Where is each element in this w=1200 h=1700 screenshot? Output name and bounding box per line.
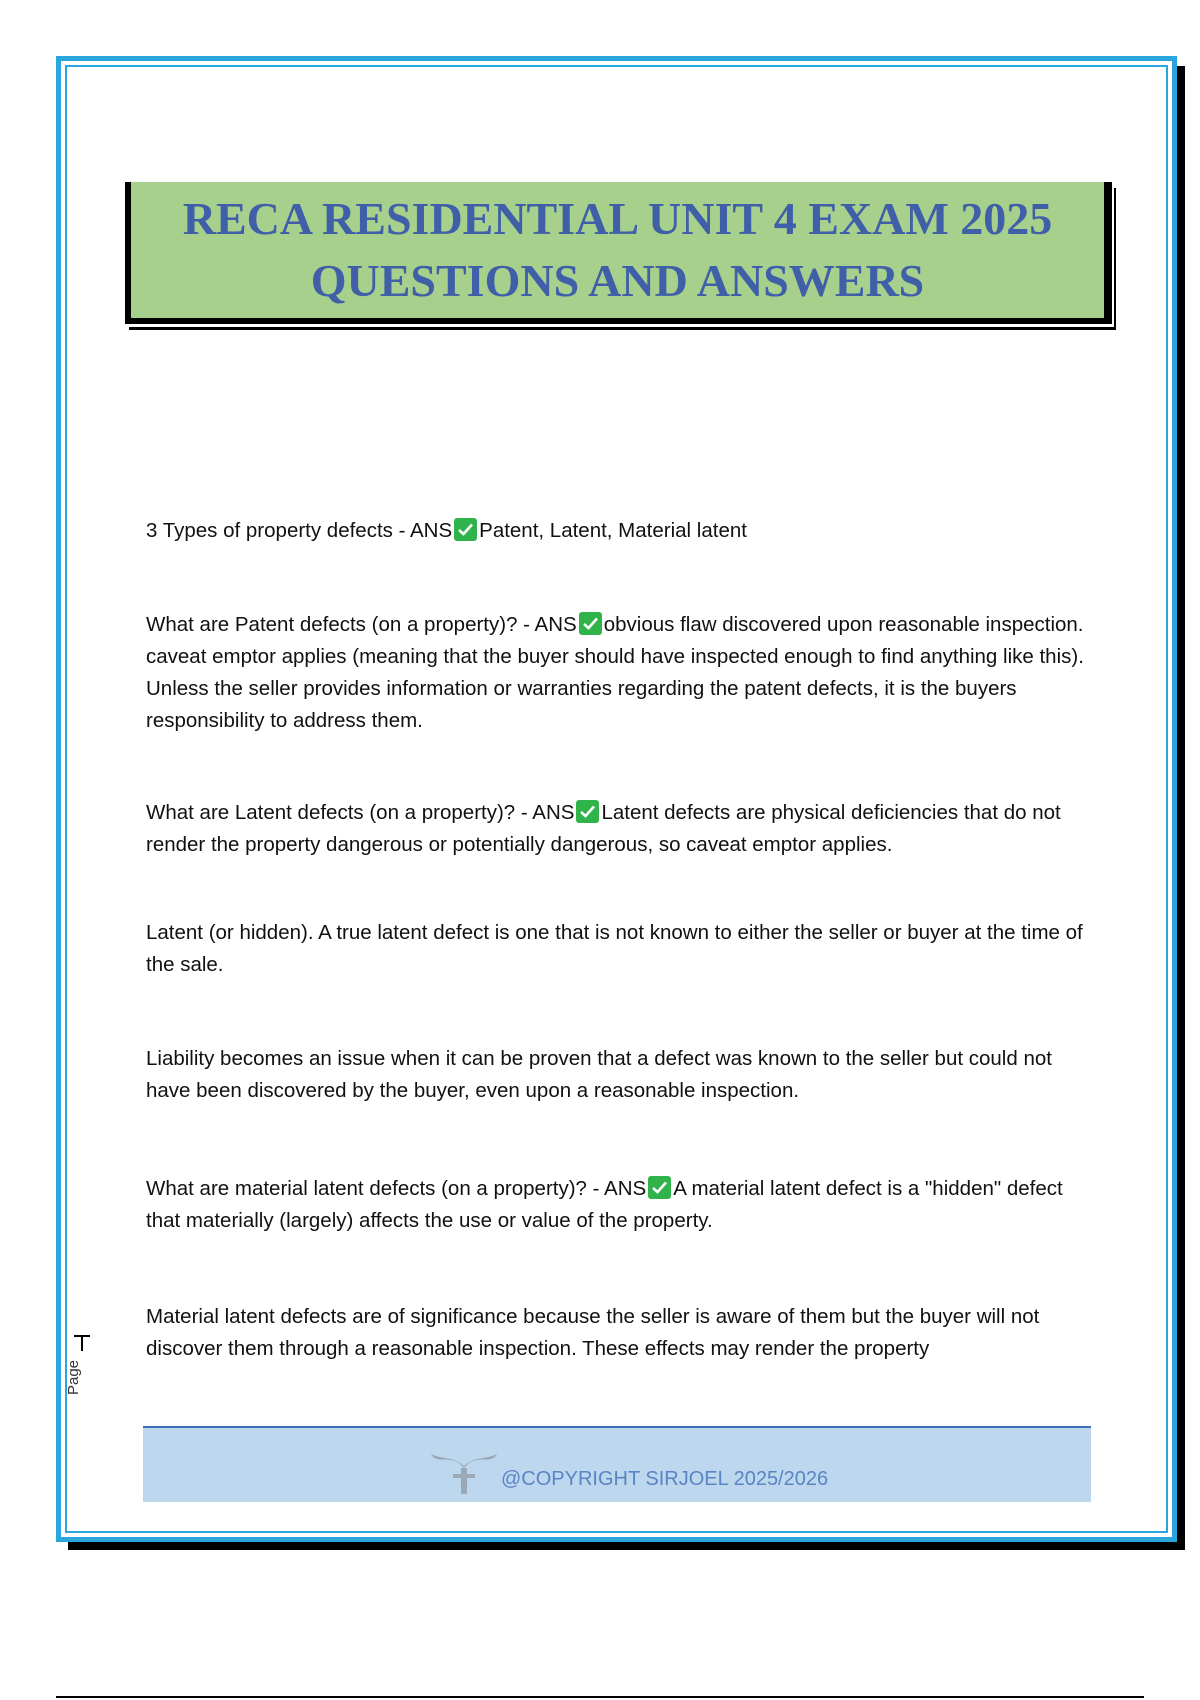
question-text: What are material latent defects (on a property)? - ANS bbox=[146, 1177, 647, 1200]
check-mark-icon bbox=[579, 612, 602, 635]
paragraph-material-latent: Material latent defects are of significance because the seller is aware of them but the buyer will not discover them through a reasonable inspection. These effects may render the property bbox=[146, 1305, 1040, 1360]
answer-text: Latent defects are physical deficiencies that do not render the property dangerous or potentially dangerous, so caveat emptor applies. bbox=[146, 801, 1061, 856]
title-banner bbox=[125, 182, 1112, 324]
check-mark-icon bbox=[576, 800, 599, 823]
paragraph-latent-hidden: Latent (or hidden). A true latent defect is one that is not known to either the seller or buyer at the time of the sale. bbox=[146, 921, 1083, 976]
check-mark-icon bbox=[454, 518, 477, 541]
qa-paragraph-4 bbox=[146, 1173, 1096, 1237]
document-title bbox=[183, 188, 1053, 312]
page-number-label bbox=[65, 1335, 96, 1396]
check-mark-icon bbox=[648, 1176, 671, 1199]
question-text: 3 Types of property defects - ANS bbox=[146, 519, 453, 542]
footer-banner bbox=[143, 1426, 1091, 1502]
question-text: What are Patent defects (on a property)? - ANS bbox=[146, 613, 577, 636]
qa-paragraph-3 bbox=[146, 797, 1096, 861]
answer-text: A material latent defect is a "hidden" defect that materially (largely) affects the use or value of the property. bbox=[146, 1177, 1063, 1232]
title-line-1: RECA RESIDENTIAL UNIT 4 EXAM 2025 bbox=[182, 193, 1053, 244]
question-text: What are Latent defects (on a property)? - ANS bbox=[146, 801, 575, 824]
qa-paragraph-1 bbox=[146, 515, 1096, 547]
page-number-marker-stem bbox=[81, 1335, 83, 1351]
footer-copyright: @COPYRIGHT SIRJOEL 2025/2026 bbox=[501, 1468, 829, 1490]
qa-paragraph-2 bbox=[146, 609, 1096, 737]
bottom-divider bbox=[56, 1696, 1144, 1698]
logo-icon bbox=[429, 1446, 499, 1496]
answer-text: Patent, Latent, Material latent bbox=[479, 519, 747, 542]
page-label-text: Page bbox=[65, 1359, 83, 1396]
paragraph-liability: Liability becomes an issue when it can be proven that a defect was known to the seller but could not have been discovered by the buyer, even upon a reasonable inspection. bbox=[146, 1047, 1052, 1102]
qa-content bbox=[146, 515, 1096, 1427]
title-line-2: QUESTIONS AND ANSWERS bbox=[310, 255, 925, 306]
answer-text: obvious flaw discovered upon reasonable inspection. caveat emptor applies (meaning that the buyer should have inspected enough to find anything like this). Unless the seller provides information or warranties regarding the patent defects, it is the buyers responsibility to address them. bbox=[146, 613, 1084, 732]
